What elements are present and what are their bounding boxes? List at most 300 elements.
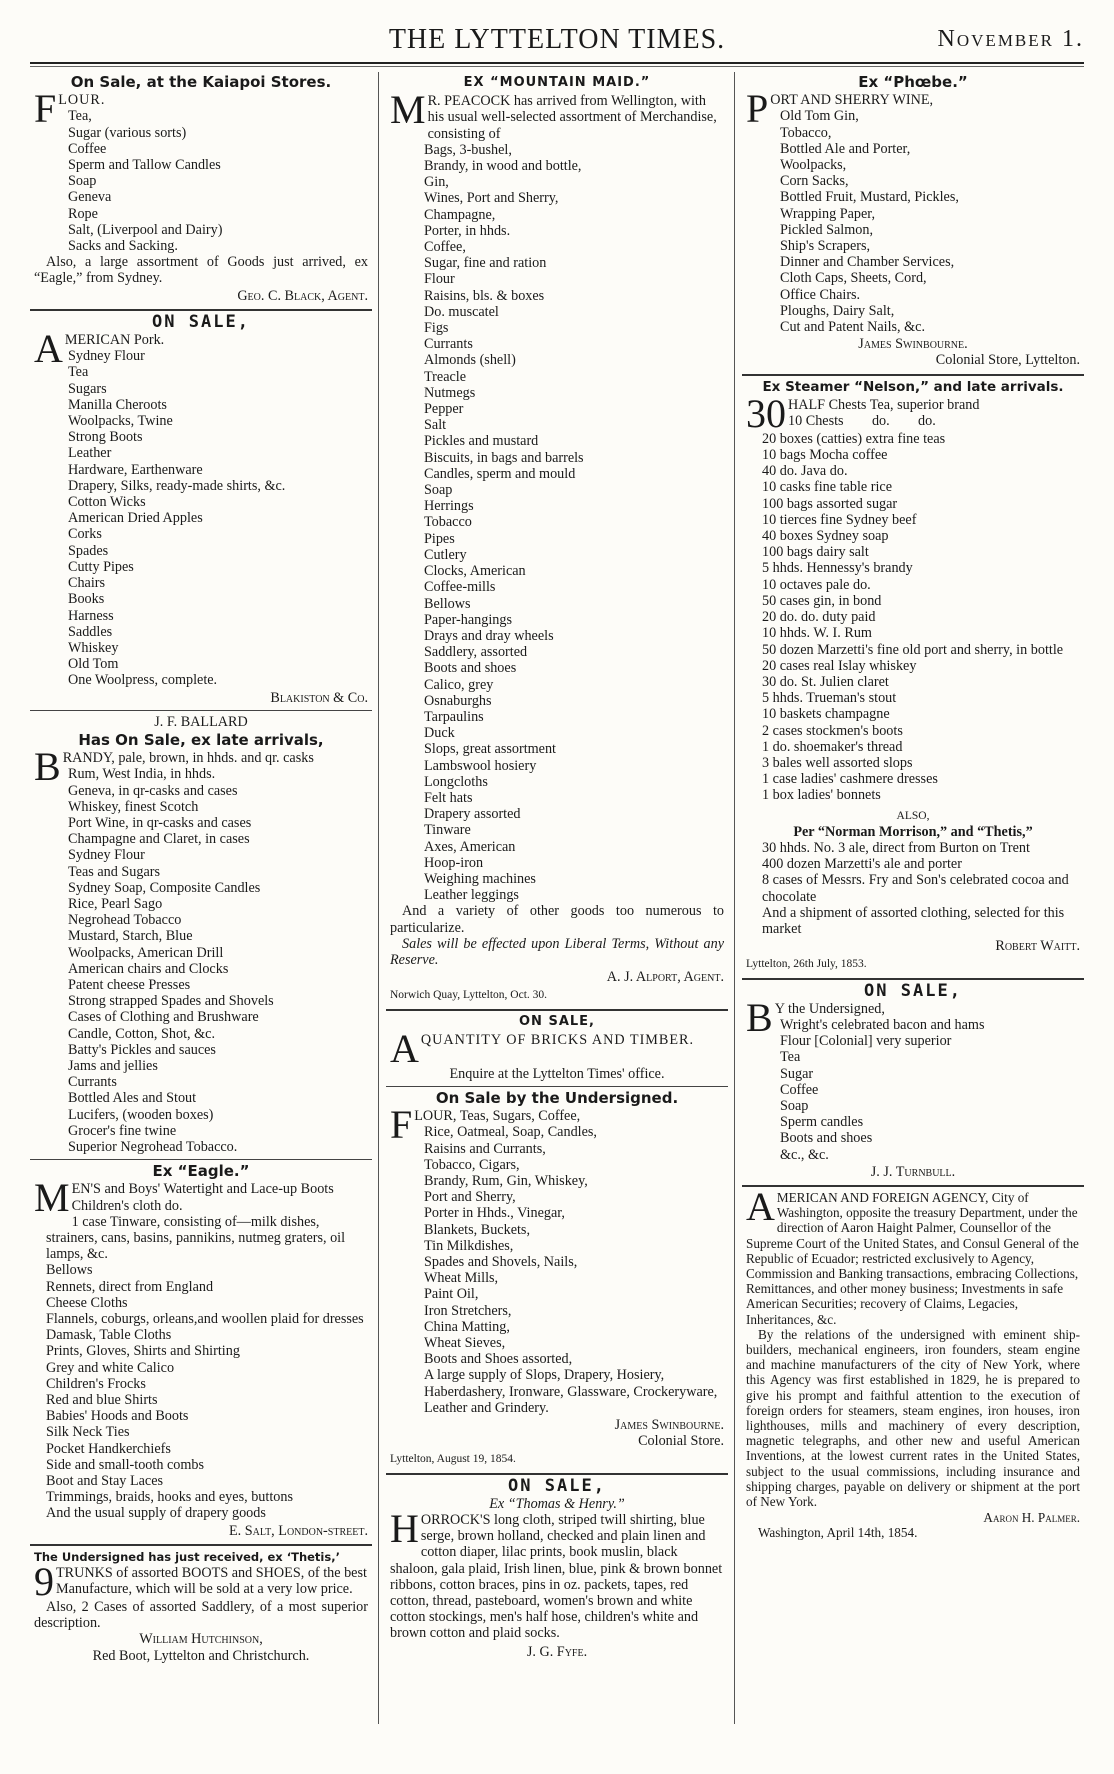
list-item: Brandy, Rum, Gin, Whiskey, bbox=[424, 1173, 588, 1189]
list-item: Pickles and mustard bbox=[424, 433, 539, 450]
drop-cap: H bbox=[390, 1506, 419, 1552]
list-item: 10 tierces fine Sydney beef bbox=[762, 511, 917, 528]
ad-signature: Geo. C. Black, Agent. bbox=[237, 287, 368, 304]
list-item: Felt hats bbox=[424, 789, 473, 806]
list-item: 1 box ladies' bonnets bbox=[762, 787, 881, 804]
list-item: Mustard, Starch, Blue bbox=[68, 928, 193, 945]
list-item: Coffee-mills bbox=[424, 579, 496, 596]
list-item: Cut and Patent Nails, &c. bbox=[780, 319, 926, 336]
ad-heading: EX “MOUNTAIN MAID.” bbox=[463, 75, 651, 90]
list-item: Boot and Stay Laces bbox=[46, 1473, 164, 1490]
list-item: Sperm candles bbox=[780, 1114, 864, 1131]
ad-nelson bbox=[746, 379, 1080, 973]
list-item: Coffee bbox=[68, 140, 107, 157]
list-item: Porter, in hhds. bbox=[424, 222, 511, 239]
list-item: Saddles bbox=[68, 623, 113, 640]
list-item: Cutlery bbox=[424, 546, 467, 563]
issue-date: November 1. bbox=[937, 26, 1084, 52]
ad-signature: E. Salt, London-street. bbox=[229, 1522, 368, 1539]
list-item: Negrohead Tobacco bbox=[68, 912, 182, 929]
list-item: Cheese Cloths bbox=[46, 1294, 128, 1311]
list-item: Sugar bbox=[780, 1065, 814, 1082]
list-item: Bellows bbox=[46, 1262, 93, 1279]
ad-kaiapoi-stores bbox=[34, 74, 368, 304]
list-item: Sugar, fine and ration bbox=[424, 255, 547, 272]
list-item: Candles, sperm and mould bbox=[424, 465, 576, 482]
list-item: Soap bbox=[68, 173, 97, 190]
drop-cap: A bbox=[34, 326, 63, 372]
list-item: Raisins and Currants, bbox=[424, 1140, 546, 1157]
ad-separator bbox=[386, 1473, 728, 1475]
lead-text: Y the Undersigned, bbox=[774, 1000, 885, 1017]
list-item: Strong strapped Spades and Shovels bbox=[68, 993, 274, 1010]
ad-thomas-henry bbox=[390, 1475, 724, 1660]
item-list bbox=[746, 108, 1080, 335]
list-item: 20 boxes (catties) extra fine teas bbox=[762, 430, 946, 447]
list-item: Tea bbox=[780, 1049, 801, 1066]
ad-also: ALSO, bbox=[896, 809, 930, 822]
ad-dateline: Norwich Quay, Lyttelton, Oct. 30. bbox=[390, 989, 548, 1002]
list-item: Lucifers, (wooden boxes) bbox=[68, 1106, 214, 1123]
list-item: Pepper bbox=[424, 401, 464, 418]
list-item: Blankets, Buckets, bbox=[424, 1221, 530, 1238]
list-item: Spades bbox=[68, 542, 109, 559]
newspaper-title: THE LYTTELTON TIMES. bbox=[388, 24, 726, 55]
list-item: 10 bags Mocha coffee bbox=[762, 447, 888, 464]
list-item: One Woolpress, complete. bbox=[68, 672, 218, 689]
list-item: Woolpacks, bbox=[780, 157, 847, 174]
item-list bbox=[34, 108, 368, 254]
drop-cap: F bbox=[390, 1102, 413, 1148]
list-item: 1 case ladies' cashmere dresses bbox=[762, 771, 938, 788]
list-item: Manilla Cheroots bbox=[68, 396, 167, 413]
list-item: Pipes bbox=[424, 530, 455, 547]
list-item: Herrings bbox=[424, 498, 474, 515]
lead-text: R. PEACOCK has arrived from Wellington, with his usual well-selected assortment of Merchandise, consisting of bbox=[427, 93, 717, 142]
list-item: Axes, American bbox=[424, 838, 516, 855]
list-item: Children's Frocks bbox=[46, 1375, 146, 1392]
ad-signature: Robert Waitt. bbox=[995, 938, 1080, 955]
ad-heading: ON SALE, bbox=[152, 311, 250, 332]
masthead bbox=[30, 18, 1084, 62]
list-item: 10 baskets champagne bbox=[762, 706, 890, 723]
column-1 bbox=[30, 72, 372, 1666]
list-item: Sugars bbox=[68, 380, 107, 397]
lead-text: LOUR. bbox=[58, 92, 106, 109]
drop-cap: M bbox=[390, 87, 426, 133]
list-item: Do. muscatel bbox=[424, 303, 499, 320]
list-item: Wrapping Paper, bbox=[780, 205, 875, 222]
ad-separator bbox=[386, 1009, 728, 1011]
list-item: Tea, bbox=[68, 108, 92, 125]
lead-text: HALF Chests Tea, superior brand bbox=[788, 396, 980, 413]
list-item: Leather leggings bbox=[424, 887, 519, 904]
list-item: Woolpacks, American Drill bbox=[68, 944, 224, 961]
column-3 bbox=[742, 72, 1084, 1543]
list-item: Cotton Wicks bbox=[68, 494, 146, 511]
ad-heading: ON SALE, bbox=[508, 1475, 606, 1496]
drop-cap: A bbox=[390, 1025, 419, 1071]
list-item: Sydney Flour bbox=[68, 348, 145, 365]
list-item: Wheat Sieves, bbox=[424, 1335, 506, 1352]
list-item: Salt bbox=[424, 417, 447, 434]
ad-signature: Aaron H. Palmer. bbox=[983, 1510, 1080, 1526]
list-item: Gin, bbox=[424, 174, 449, 191]
list-item: Patent cheese Presses bbox=[68, 976, 191, 993]
list-item: Rope bbox=[68, 205, 98, 222]
column-divider-1 bbox=[378, 72, 379, 1724]
ad-signature: J. J. Turnbull. bbox=[870, 1163, 956, 1180]
ad-separator bbox=[30, 1159, 372, 1160]
list-item: Treacle bbox=[424, 368, 467, 385]
item-list-2 bbox=[746, 840, 1080, 937]
ad-lead bbox=[390, 1025, 724, 1071]
ad-per: Per “Norman Morrison,” and “Thetis,” bbox=[793, 823, 1033, 840]
item-list bbox=[34, 766, 368, 1155]
list-item: 100 bags dairy salt bbox=[762, 544, 869, 561]
list-item: Rum, West India, in hhds. bbox=[68, 766, 216, 783]
list-item: Osnaburghs bbox=[424, 692, 492, 709]
ad-separator bbox=[742, 978, 1084, 980]
list-item: Tobacco, Cigars, bbox=[424, 1156, 520, 1173]
list-item: Wright's celebrated bacon and hams bbox=[780, 1016, 985, 1033]
ad-american-pork bbox=[34, 311, 368, 706]
list-item: Duck bbox=[424, 725, 455, 742]
list-item: 50 cases gin, in bond bbox=[762, 592, 882, 609]
ad-dateline: Lyttelton, August 19, 1854. bbox=[390, 1453, 516, 1466]
ad-body: By the relations of the undersigned with eminent ship-builders, mechanical engineers, iron founders, steam engine and machine manufacturers of the city of New York, where this Agency was first established in 1829, he is prepared to give his prompt and faithful attention to the execution of foreign orders for steamers, steam engines, iron houses, iron lighthouses, mills and machinery of every description, magnetic telegraphs, and other new and useful American Inventions, at the lowest current rates in the United States, subject to the usual commissions, including insurance and shipping charges, payable on delivery or shipment at the port of New York. bbox=[746, 1326, 1080, 1510]
list-item: Nutmegs bbox=[424, 384, 476, 401]
list-item: Dinner and Chamber Services, bbox=[780, 254, 955, 271]
ad-separator bbox=[30, 309, 372, 311]
ad-lead bbox=[390, 87, 724, 142]
item-list bbox=[390, 142, 724, 904]
list-item: Almonds (shell) bbox=[424, 352, 516, 369]
list-item: Brandy, in wood and bottle, bbox=[424, 158, 582, 175]
list-item: Coffee, bbox=[424, 239, 466, 256]
lead-text: ORT AND SHERRY WINE, bbox=[770, 92, 934, 109]
list-item: Tea bbox=[68, 364, 89, 381]
list-item: Old Tom Gin, bbox=[780, 108, 859, 125]
lead-text: QUANTITY OF BRICKS AND TIMBER. bbox=[420, 1031, 695, 1048]
list-item: Tobacco, bbox=[780, 124, 832, 141]
list-item: And a shipment of assorted clothing, selected for this market bbox=[762, 904, 1065, 937]
list-item: Bottled Ales and Stout bbox=[68, 1090, 197, 1107]
list-item: 2 cases stockmen's boots bbox=[762, 722, 903, 739]
list-item: 8 cases of Messrs. Fry and Son's celebrated cocoa and chocolate bbox=[762, 872, 1069, 905]
list-item: &c., &c. bbox=[780, 1146, 829, 1163]
list-item: Flannels, coburgs, orleans,and woollen plaid for dresses bbox=[46, 1311, 364, 1328]
ad-signature: James Swinbourne. bbox=[614, 1417, 724, 1434]
list-item: Tarpaulins bbox=[424, 708, 484, 725]
list-item: Drays and dray wheels bbox=[424, 627, 554, 644]
list-item: 40 do. Java do. bbox=[762, 463, 848, 480]
list-item: Ship's Scrapers, bbox=[780, 238, 871, 255]
ad-signature: James Swinbourne. bbox=[858, 336, 968, 353]
list-item: Tin Milkdishes, bbox=[424, 1237, 514, 1254]
list-item: Silk Neck Ties bbox=[46, 1424, 130, 1441]
masthead-rule-thin bbox=[30, 66, 1084, 67]
lead-text: ORROCK'S long cloth, striped twill shirting, blue serge, brown holland, checked and plain linen and cotton diaper, lilac prints, book muslin, black shaloon, gala plaid, Irish linen, blue, pink & brown bonnet ribbons, cotton braces, pins in oz. packets, tapes, red cotton, thread, pasteboard, women's brown and white cotton stockings, men's half hose, children's white and brown cotton and plaid socks. bbox=[390, 1512, 723, 1642]
list-item: 1 do. shoemaker's thread bbox=[762, 738, 903, 755]
column-2 bbox=[386, 72, 728, 1662]
ad-mountain-maid bbox=[390, 75, 724, 1004]
ad-separator bbox=[742, 1185, 1084, 1187]
list-item: Candle, Cotton, Shot, &c. bbox=[68, 1025, 215, 1042]
ad-heading: On Sale by the Undersigned. bbox=[435, 1088, 679, 1107]
ad-note: Also, 2 Cases of assorted Saddlery, of a most superior description. bbox=[34, 1599, 368, 1632]
ad-signature-2: Colonial Store. bbox=[638, 1433, 724, 1450]
list-item: Paint Oil, bbox=[424, 1286, 479, 1303]
list-item: Currants bbox=[68, 1074, 117, 1091]
lead-text: TRUNKS of assorted BOOTS and SHOES, of the best Manufacture, which will be sold at a very low price. bbox=[56, 1565, 367, 1598]
list-item: Corn Sacks, bbox=[780, 173, 849, 190]
ad-lead bbox=[746, 1184, 1080, 1327]
ad-turnbull bbox=[746, 980, 1080, 1180]
list-item: 5 hhds. Trueman's stout bbox=[762, 690, 897, 707]
list-item: Trimmings, braids, hooks and eyes, buttons bbox=[46, 1489, 293, 1506]
list-item: Clocks, American bbox=[424, 563, 526, 580]
ad-terms: Sales will be effected upon Liberal Terms, Without any Reserve. bbox=[390, 935, 724, 968]
drop-cap: P bbox=[746, 86, 769, 132]
list-item: Tinware bbox=[424, 822, 471, 839]
list-item: Cloth Caps, Sheets, Cord, bbox=[780, 270, 927, 287]
list-item: American chairs and Clocks bbox=[68, 960, 229, 977]
list-item: Rice, Pearl Sago bbox=[68, 895, 163, 912]
list-item: A large supply of Slops, Drapery, Hosiery, Haberdashery, Ironware, Glassware, Crockeryware, Leather and Grindery. bbox=[424, 1367, 718, 1416]
list-item: Saddlery, assorted bbox=[424, 644, 528, 661]
item-list bbox=[390, 1124, 724, 1416]
ad-dateline: Washington, April 14th, 1854. bbox=[758, 1525, 918, 1541]
list-item: Pocket Handkerchiefs bbox=[46, 1440, 171, 1457]
list-item: Corks bbox=[68, 526, 102, 543]
list-item: Side and small-tooth combs bbox=[46, 1456, 205, 1473]
list-item: 5 hhds. Hennessy's brandy bbox=[762, 560, 913, 577]
list-item: Porter in Hhds., Vinegar, bbox=[424, 1205, 565, 1222]
list-item: 20 do. do. duty paid bbox=[762, 609, 876, 626]
ad-heading: The Undersigned has just received, ex ‘Thetis,’ bbox=[34, 1549, 340, 1564]
drop-cap: A bbox=[746, 1184, 775, 1229]
list-item: Grey and white Calico bbox=[46, 1359, 175, 1376]
list-item: Spades and Shovels, Nails, bbox=[424, 1254, 578, 1271]
ad-heading: Ex “Phœbe.” bbox=[858, 73, 968, 91]
lead-text-2: 10 Chests do. do. bbox=[788, 413, 936, 430]
list-item: Bottled Fruit, Mustard, Pickles, bbox=[780, 189, 959, 206]
lead-text: MERICAN Pork. bbox=[64, 332, 165, 349]
ad-signature: A. J. Alport, Agent. bbox=[606, 969, 724, 986]
list-item: Whiskey bbox=[68, 639, 119, 656]
ad-subheading: Ex “Thomas & Henry.” bbox=[489, 1495, 625, 1512]
list-item: Hoop-iron bbox=[424, 854, 484, 871]
list-item: China Matting, bbox=[424, 1318, 510, 1335]
item-list bbox=[34, 348, 368, 688]
ad-undersigned bbox=[390, 1090, 724, 1468]
ad-enquire: Enquire at the Lyttelton Times' office. bbox=[449, 1065, 665, 1082]
list-item: American Dried Apples bbox=[68, 510, 203, 527]
list-item: Whiskey, finest Scotch bbox=[68, 798, 199, 815]
list-item: Soap bbox=[424, 482, 453, 499]
list-item: Old Tom bbox=[68, 656, 119, 673]
list-item: Salt, (Liverpool and Dairy) bbox=[68, 221, 223, 238]
list-item: Sydney Flour bbox=[68, 847, 145, 864]
list-item: Drapery assorted bbox=[424, 806, 521, 823]
list-item: Batty's Pickles and sauces bbox=[68, 1041, 216, 1058]
list-item: Jams and jellies bbox=[68, 1057, 158, 1074]
list-item: 50 dozen Marzetti's fine old port and sherry, in bottle bbox=[762, 641, 1064, 658]
list-item: Wheat Mills, bbox=[424, 1270, 499, 1287]
masthead-rule bbox=[30, 62, 1084, 64]
ad-note: Also, a large assortment of Goods just arrived, ex “Eagle,” from Sydney. bbox=[34, 254, 368, 287]
merchant-name: J. F. BALLARD bbox=[154, 713, 248, 730]
lead-text: EN'S and Boys' Watertight and Lace-up Boots bbox=[71, 1181, 334, 1198]
drop-cap: B bbox=[34, 744, 61, 790]
list-item: Bottled Ale and Porter, bbox=[780, 140, 911, 157]
list-item: Bellows bbox=[424, 595, 471, 612]
list-item: Rennets, direct from England bbox=[46, 1278, 214, 1295]
list-item: Coffee bbox=[780, 1081, 819, 1098]
ad-dateline: Lyttelton, 26th July, 1853. bbox=[746, 958, 867, 971]
list-item: Harness bbox=[68, 607, 114, 624]
list-item: Boots and Shoes assorted, bbox=[424, 1351, 573, 1368]
list-item: 400 dozen Marzetti's ale and porter bbox=[762, 856, 962, 873]
list-item: Drapery, Silks, ready-made shirts, &c. bbox=[68, 477, 286, 494]
list-item: Damask, Table Cloths bbox=[46, 1327, 172, 1344]
list-item: Geneva, in qr-casks and cases bbox=[68, 782, 238, 799]
list-item: Port and Sherry, bbox=[424, 1189, 516, 1206]
list-item: Sydney Soap, Composite Candles bbox=[68, 879, 261, 896]
ad-signature: William Hutchinson, bbox=[139, 1631, 263, 1648]
ad-bricks-timber bbox=[390, 1014, 724, 1082]
list-item: Bags, 3-bushel, bbox=[424, 141, 512, 158]
list-item: 10 casks fine table rice bbox=[762, 479, 892, 496]
ad-thetis-boots bbox=[34, 1549, 368, 1664]
list-item: Children's cloth do. bbox=[71, 1197, 183, 1214]
ad-lead bbox=[746, 390, 1080, 436]
lead-text: LOUR, Teas, Sugars, Coffee, bbox=[414, 1108, 581, 1125]
list-item: 20 cases real Islay whiskey bbox=[762, 657, 917, 674]
list-item: Soap bbox=[780, 1097, 809, 1114]
ad-separator bbox=[386, 1086, 728, 1087]
list-item: Chairs bbox=[68, 575, 106, 592]
list-item: Strong Boots bbox=[68, 429, 143, 446]
list-item: 3 bales well assorted slops bbox=[762, 754, 913, 771]
list-item: 40 boxes Sydney soap bbox=[762, 528, 889, 545]
list-item: 1 case Tinware, consisting of—milk dishes, strainers, cans, basins, pannikins, nutmeg graters, oil lamps, &c. bbox=[46, 1213, 346, 1263]
list-item: Flour [Colonial] very superior bbox=[780, 1033, 952, 1050]
drop-cap: B bbox=[746, 994, 773, 1040]
ad-separator bbox=[742, 374, 1084, 376]
list-item: Geneva bbox=[68, 189, 112, 206]
list-item: Sperm and Tallow Candles bbox=[68, 157, 221, 174]
item-list bbox=[34, 1198, 368, 1522]
ad-separator bbox=[30, 710, 372, 711]
ad-signature: J. G. Fyfe. bbox=[526, 1643, 588, 1660]
list-item: Sugar (various sorts) bbox=[68, 124, 187, 141]
list-item: Slops, great assortment bbox=[424, 741, 557, 758]
list-item: Hardware, Earthenware bbox=[68, 461, 203, 478]
ad-heading: On Sale, at the Kaiapoi Stores. bbox=[70, 73, 332, 91]
list-item: Babies' Hoods and Boots bbox=[46, 1408, 189, 1425]
drop-cap: M bbox=[34, 1175, 70, 1221]
list-item: 30 do. St. Julien claret bbox=[762, 673, 889, 690]
drop-cap: 30 bbox=[746, 390, 786, 436]
list-item: Lambswool hosiery bbox=[424, 757, 537, 774]
list-item: Sacks and Sacking. bbox=[68, 238, 178, 255]
list-item: Wines, Port and Sherry, bbox=[424, 190, 559, 207]
ad-lead bbox=[34, 1559, 368, 1605]
list-item: Raisins, bls. & boxes bbox=[424, 287, 545, 304]
list-item: Books bbox=[68, 591, 105, 608]
list-item: Prints, Gloves, Shirts and Shirting bbox=[46, 1343, 240, 1360]
ad-heading: Ex “Eagle.” bbox=[152, 1162, 250, 1181]
list-item: Tobacco bbox=[424, 514, 472, 531]
ad-american-agency bbox=[746, 1184, 1080, 1541]
list-item: Flour bbox=[424, 271, 455, 288]
ad-heading: Has On Sale, ex late arrivals, bbox=[78, 730, 324, 749]
lead-text: RANDY, pale, brown, in hhds. and qr. casks bbox=[62, 750, 314, 767]
list-item: Paper-hangings bbox=[424, 611, 512, 628]
lead-text: MERICAN AND FOREIGN AGENCY, City of Washington, opposite the treasury Department, under the direction of Aaron Haight Palmer, Counsellor of the Supreme Court of the United States, and Consul General of the Republic of Ecuador; restricted exclusively to Agency, Commission and Banking transactions, embracing Collections, Remittances, and other money business; Investments in safe American Securities; recovery of Claims, Legacies, Inheritances, &c. bbox=[746, 1190, 1079, 1327]
ad-heading: ON SALE, bbox=[864, 980, 962, 1001]
ad-heading: ON SALE, bbox=[519, 1013, 595, 1029]
list-item: Port Wine, in qr-casks and cases bbox=[68, 814, 252, 831]
list-item: Boots and shoes bbox=[780, 1130, 873, 1147]
item-list bbox=[746, 1017, 1080, 1163]
drop-cap: 9 bbox=[34, 1559, 54, 1605]
list-item: Rice, Oatmeal, Soap, Candles, bbox=[424, 1124, 597, 1141]
list-item: Leather bbox=[68, 445, 112, 462]
list-item: Superior Negrohead Tobacco. bbox=[68, 1139, 238, 1155]
ad-address: Red Boot, Lyttelton and Christchurch. bbox=[92, 1647, 310, 1664]
list-item: Longcloths bbox=[424, 773, 488, 790]
list-item: Iron Stretchers, bbox=[424, 1302, 512, 1319]
ad-signature-2: Colonial Store, Lyttelton. bbox=[935, 352, 1080, 369]
list-item: Currants bbox=[424, 336, 473, 353]
list-item: Cutty Pipes bbox=[68, 558, 134, 575]
column-divider-2 bbox=[734, 72, 735, 1724]
list-item: Calico, grey bbox=[424, 676, 494, 693]
ad-phoebe bbox=[746, 74, 1080, 369]
ad-separator bbox=[30, 1544, 372, 1546]
list-item: Red and blue Shirts bbox=[46, 1392, 158, 1409]
list-item: Grocer's fine twine bbox=[68, 1122, 177, 1139]
list-item: Weighing machines bbox=[424, 870, 536, 887]
list-item: Woolpacks, Twine bbox=[68, 413, 173, 430]
ad-heading: Ex Steamer “Nelson,” and late arrivals. bbox=[762, 378, 1064, 395]
list-item: Cases of Clothing and Brushware bbox=[68, 1009, 259, 1026]
ad-lead bbox=[390, 1506, 724, 1642]
list-item: Champagne, bbox=[424, 206, 496, 223]
ad-eagle bbox=[34, 1163, 368, 1539]
list-item: Champagne and Claret, in cases bbox=[68, 831, 250, 848]
list-item: Office Chairs. bbox=[780, 286, 861, 303]
list-item: Figs bbox=[424, 320, 449, 337]
list-item: 10 octaves pale do. bbox=[762, 576, 871, 593]
list-item: Boots and shoes bbox=[424, 660, 517, 677]
drop-cap: F bbox=[34, 86, 57, 132]
list-item: Ploughs, Dairy Salt, bbox=[780, 302, 895, 319]
ad-signature: Blakiston & Co. bbox=[270, 689, 368, 706]
ad-note: And a variety of other goods too numerous to particularize. bbox=[390, 903, 724, 936]
list-item: 100 bags assorted sugar bbox=[762, 495, 898, 512]
list-item: And the usual supply of drapery goods bbox=[46, 1505, 266, 1522]
ad-ballard bbox=[34, 714, 368, 1155]
list-item: 10 hhds. W. I. Rum bbox=[762, 625, 872, 642]
list-item: Biscuits, in bags and barrels bbox=[424, 449, 584, 466]
list-item: Teas and Sugars bbox=[68, 863, 160, 880]
item-list bbox=[746, 431, 1080, 804]
list-item: Pickled Salmon, bbox=[780, 221, 874, 238]
